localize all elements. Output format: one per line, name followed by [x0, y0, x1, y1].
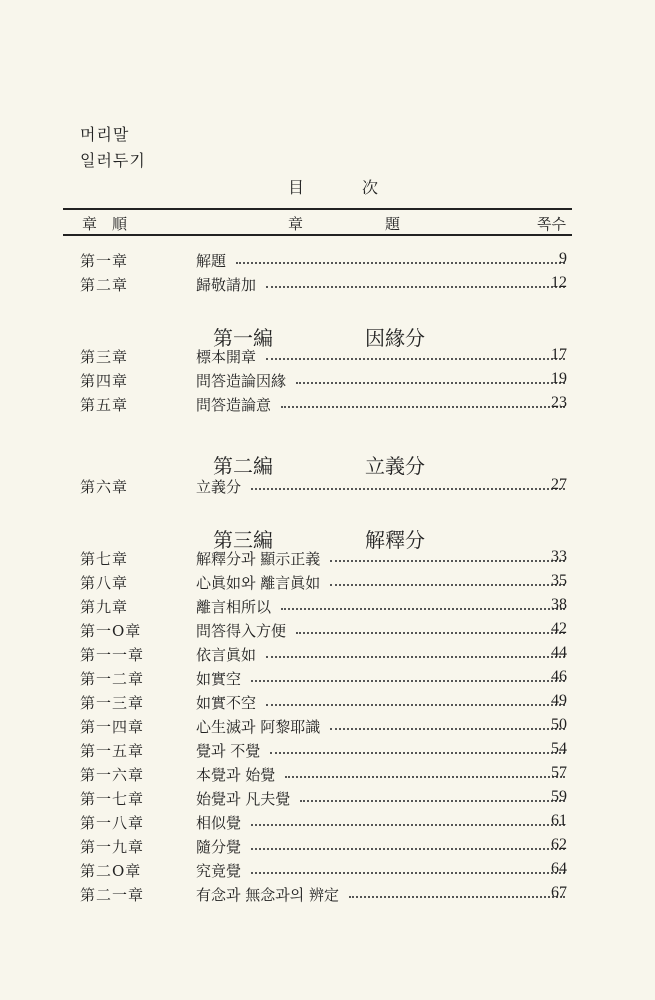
chapter-number: 第九章	[80, 598, 129, 616]
toc-row[interactable]	[0, 596, 655, 620]
chapter-number: 第一五章	[80, 742, 145, 760]
part-title: 因緣分	[365, 326, 425, 350]
notes-link[interactable]: 일러두기	[80, 151, 146, 170]
page-number: 23	[551, 394, 567, 411]
chapter-title[interactable]: 解題	[196, 252, 227, 270]
toc-row[interactable]	[0, 250, 655, 274]
page-number: 49	[551, 692, 567, 709]
page-number: 9	[559, 250, 567, 267]
page-number: 42	[551, 620, 567, 637]
dot-leader	[281, 398, 565, 408]
dot-leader	[251, 840, 565, 850]
page-number: 33	[551, 548, 567, 565]
chapter-number: 第一七章	[80, 790, 145, 808]
page-number: 62	[551, 836, 567, 853]
chapter-number: 第二O章	[80, 862, 142, 880]
page-number: 44	[551, 644, 567, 661]
chapter-title[interactable]: 始覺과 凡夫覺	[196, 790, 291, 808]
dot-leader	[270, 744, 565, 754]
chapter-number: 第八章	[80, 574, 129, 592]
chapter-number: 第三章	[80, 348, 129, 366]
chapter-title[interactable]: 依言眞如	[196, 646, 257, 664]
part-number: 第二編	[213, 454, 273, 478]
toc-row[interactable]	[0, 812, 655, 836]
dot-leader	[266, 350, 565, 360]
dot-leader	[266, 648, 565, 658]
page-number: 12	[551, 274, 567, 291]
toc-row[interactable]	[0, 620, 655, 644]
toc-row[interactable]	[0, 740, 655, 764]
header-title-1: 章	[288, 215, 304, 233]
preface-link[interactable]: 머리말	[80, 125, 130, 144]
chapter-title[interactable]: 心眞如와 離言眞如	[196, 574, 321, 592]
toc-row[interactable]	[0, 476, 655, 500]
toc-row[interactable]	[0, 860, 655, 884]
page-number: 19	[551, 370, 567, 387]
chapter-number: 第一九章	[80, 838, 145, 856]
page-number: 38	[551, 596, 567, 613]
dot-leader	[266, 696, 565, 706]
dot-leader	[296, 374, 565, 384]
dot-leader	[236, 254, 565, 264]
part-number: 第三編	[213, 528, 273, 552]
chapter-number: 第二章	[80, 276, 129, 294]
chapter-title[interactable]: 標本開章	[196, 348, 257, 366]
chapter-number: 第一四章	[80, 718, 145, 736]
page-number: 17	[551, 346, 567, 363]
chapter-title[interactable]: 心生滅과 阿黎耶識	[196, 718, 321, 736]
dot-leader	[330, 720, 565, 730]
dot-leader	[251, 672, 565, 682]
dot-leader	[330, 576, 565, 586]
page-number: 67	[551, 884, 567, 901]
toc-row[interactable]	[0, 548, 655, 572]
dot-leader	[296, 624, 565, 634]
chapter-title[interactable]: 問答造論意	[196, 396, 272, 414]
toc-row[interactable]	[0, 572, 655, 596]
toc-row[interactable]	[0, 716, 655, 740]
chapter-title[interactable]: 如實不空	[196, 694, 257, 712]
chapter-title[interactable]: 有念과 無念과의 辨定	[196, 886, 340, 904]
chapter-title[interactable]: 相似覺	[196, 814, 242, 832]
top-rule	[63, 208, 572, 210]
dot-leader	[251, 864, 565, 874]
chapter-title[interactable]: 隨分覺	[196, 838, 242, 856]
chapter-number: 第六章	[80, 478, 129, 496]
toc-title-char-2: 次	[362, 178, 379, 197]
toc-row[interactable]	[0, 668, 655, 692]
dot-leader	[349, 888, 565, 898]
dot-leader	[266, 278, 565, 288]
toc-row[interactable]	[0, 370, 655, 394]
toc-row[interactable]	[0, 764, 655, 788]
part-title: 立義分	[365, 454, 425, 478]
chapter-title[interactable]: 問答得入方便	[196, 622, 287, 640]
toc-row[interactable]	[0, 274, 655, 298]
toc-row[interactable]	[0, 836, 655, 860]
chapter-number: 第一二章	[80, 670, 145, 688]
chapter-title[interactable]: 立義分	[196, 478, 242, 496]
chapter-title[interactable]: 離言相所以	[196, 598, 272, 616]
dot-leader	[251, 816, 565, 826]
chapter-title[interactable]: 本覺과 始覺	[196, 766, 276, 784]
toc-title-char-1: 目	[288, 178, 305, 197]
chapter-number: 第一一章	[80, 646, 145, 664]
page-number: 27	[551, 476, 567, 493]
page-number: 35	[551, 572, 567, 589]
dot-leader	[251, 480, 565, 490]
chapter-title[interactable]: 解釋分과 顯示正義	[196, 550, 321, 568]
dot-leader	[300, 792, 565, 802]
page-number: 57	[551, 764, 567, 781]
part-number: 第一編	[213, 326, 273, 350]
page-number: 50	[551, 716, 567, 733]
chapter-number: 第一章	[80, 252, 129, 270]
chapter-number: 第一八章	[80, 814, 145, 832]
chapter-number: 第一六章	[80, 766, 145, 784]
toc-row[interactable]	[0, 788, 655, 812]
header-rule	[63, 234, 572, 236]
chapter-title[interactable]: 問答造論因緣	[196, 372, 287, 390]
dot-leader	[281, 600, 565, 610]
toc-row[interactable]	[0, 692, 655, 716]
chapter-number: 第七章	[80, 550, 129, 568]
chapter-number: 第一三章	[80, 694, 145, 712]
page-number: 61	[551, 812, 567, 829]
chapter-number: 第五章	[80, 396, 129, 414]
chapter-number: 第四章	[80, 372, 129, 390]
toc-row[interactable]	[0, 644, 655, 668]
chapter-title[interactable]: 歸敬請加	[196, 276, 257, 294]
chapter-title[interactable]: 如實空	[196, 670, 242, 688]
page-number: 54	[551, 740, 567, 757]
toc-row[interactable]	[0, 884, 655, 908]
header-title-2: 題	[385, 215, 401, 233]
chapter-number: 第一O章	[80, 622, 142, 640]
chapter-title[interactable]: 究竟覺	[196, 862, 242, 880]
page-number: 46	[551, 668, 567, 685]
toc-row[interactable]	[0, 394, 655, 418]
chapter-title[interactable]: 覺과 不覺	[196, 742, 261, 760]
header-page: 쪽수	[537, 215, 566, 233]
dot-leader	[285, 768, 565, 778]
part-title: 解釋分	[365, 528, 425, 552]
page-number: 64	[551, 860, 567, 877]
dot-leader	[330, 552, 565, 562]
header-chapter: 章 順	[82, 215, 128, 233]
chapter-number: 第二一章	[80, 886, 145, 904]
toc-row[interactable]	[0, 346, 655, 370]
front-matter	[80, 122, 146, 174]
page-number: 59	[551, 788, 567, 805]
